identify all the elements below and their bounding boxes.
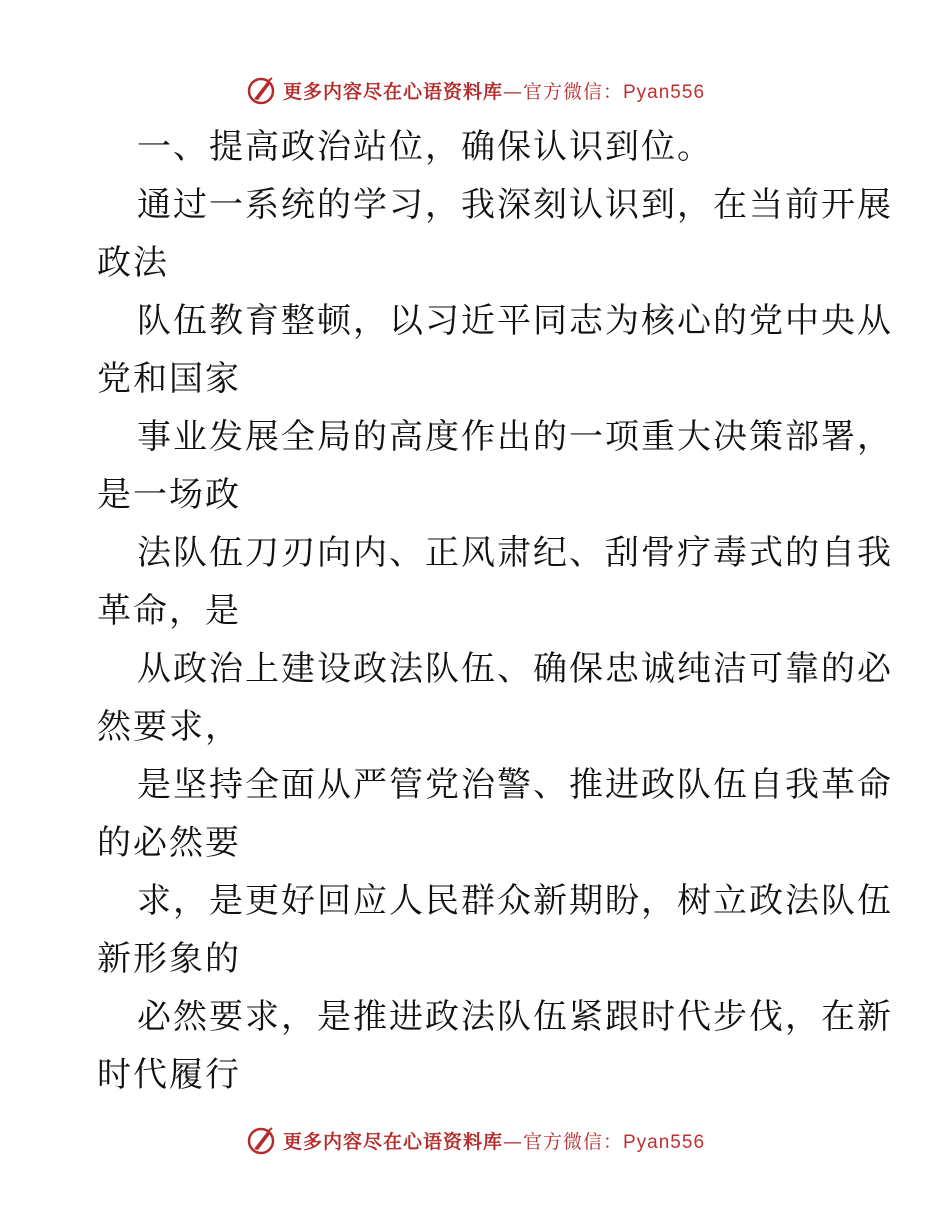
text-line: 革命，是 (97, 591, 241, 631)
text-line: 然要求， (97, 707, 241, 747)
footer-separator: — (502, 1130, 523, 1153)
text-line: 从政治上建设政法队伍、确保忠诚纯洁可靠的必 (137, 649, 893, 689)
text-line: 法队伍刀刃向内、正风肃纪、刮骨疗毒式的自我 (137, 533, 893, 573)
footer-wechat-id: Pyan556 (623, 1131, 706, 1153)
text-line: 党和国家 (97, 359, 241, 399)
text-line: 通过一系统的学习，我深刻认识到，在当前开展 (137, 185, 893, 225)
text-line: 一、提高政治站位，确保认识到位。 (137, 127, 713, 167)
text-line: 是坚持全面从严管党治警、推进政队伍自我革命 (137, 765, 893, 805)
text-line: 求，是更好回应人民群众新期盼，树立政法队伍 (137, 881, 893, 921)
footer-brand-line (283, 1127, 705, 1154)
quill-pen-circle-icon (245, 1124, 277, 1156)
footer-brand-text: 更多内容尽在心语资料库 (282, 1130, 503, 1153)
document-body (97, 118, 893, 1104)
header-brand-line (283, 77, 705, 104)
footer-banner (0, 1120, 950, 1160)
text-line: 必然要求，是推进政法队伍紧跟时代步伐，在新 (137, 997, 893, 1037)
header-brand-text: 更多内容尽在心语资料库 (282, 80, 503, 103)
text-line: 新形象的 (97, 939, 241, 979)
text-line: 事业发展全局的高度作出的一项重大决策部署， (137, 417, 893, 457)
text-line: 时代履行 (97, 1055, 241, 1095)
text-line: 队伍教育整顿，以习近平同志为核心的党中央从 (137, 301, 893, 341)
text-line: 是一场政 (97, 475, 241, 515)
header-wechat-label: 官方微信： (522, 80, 623, 103)
header-separator: — (502, 80, 523, 103)
text-line: 的必然要 (97, 823, 241, 863)
header-banner (0, 70, 950, 110)
quill-pen-circle-icon (245, 74, 277, 106)
text-line: 政法 (97, 243, 169, 283)
footer-wechat-label: 官方微信： (522, 1130, 623, 1153)
header-wechat-id: Pyan556 (623, 81, 706, 103)
